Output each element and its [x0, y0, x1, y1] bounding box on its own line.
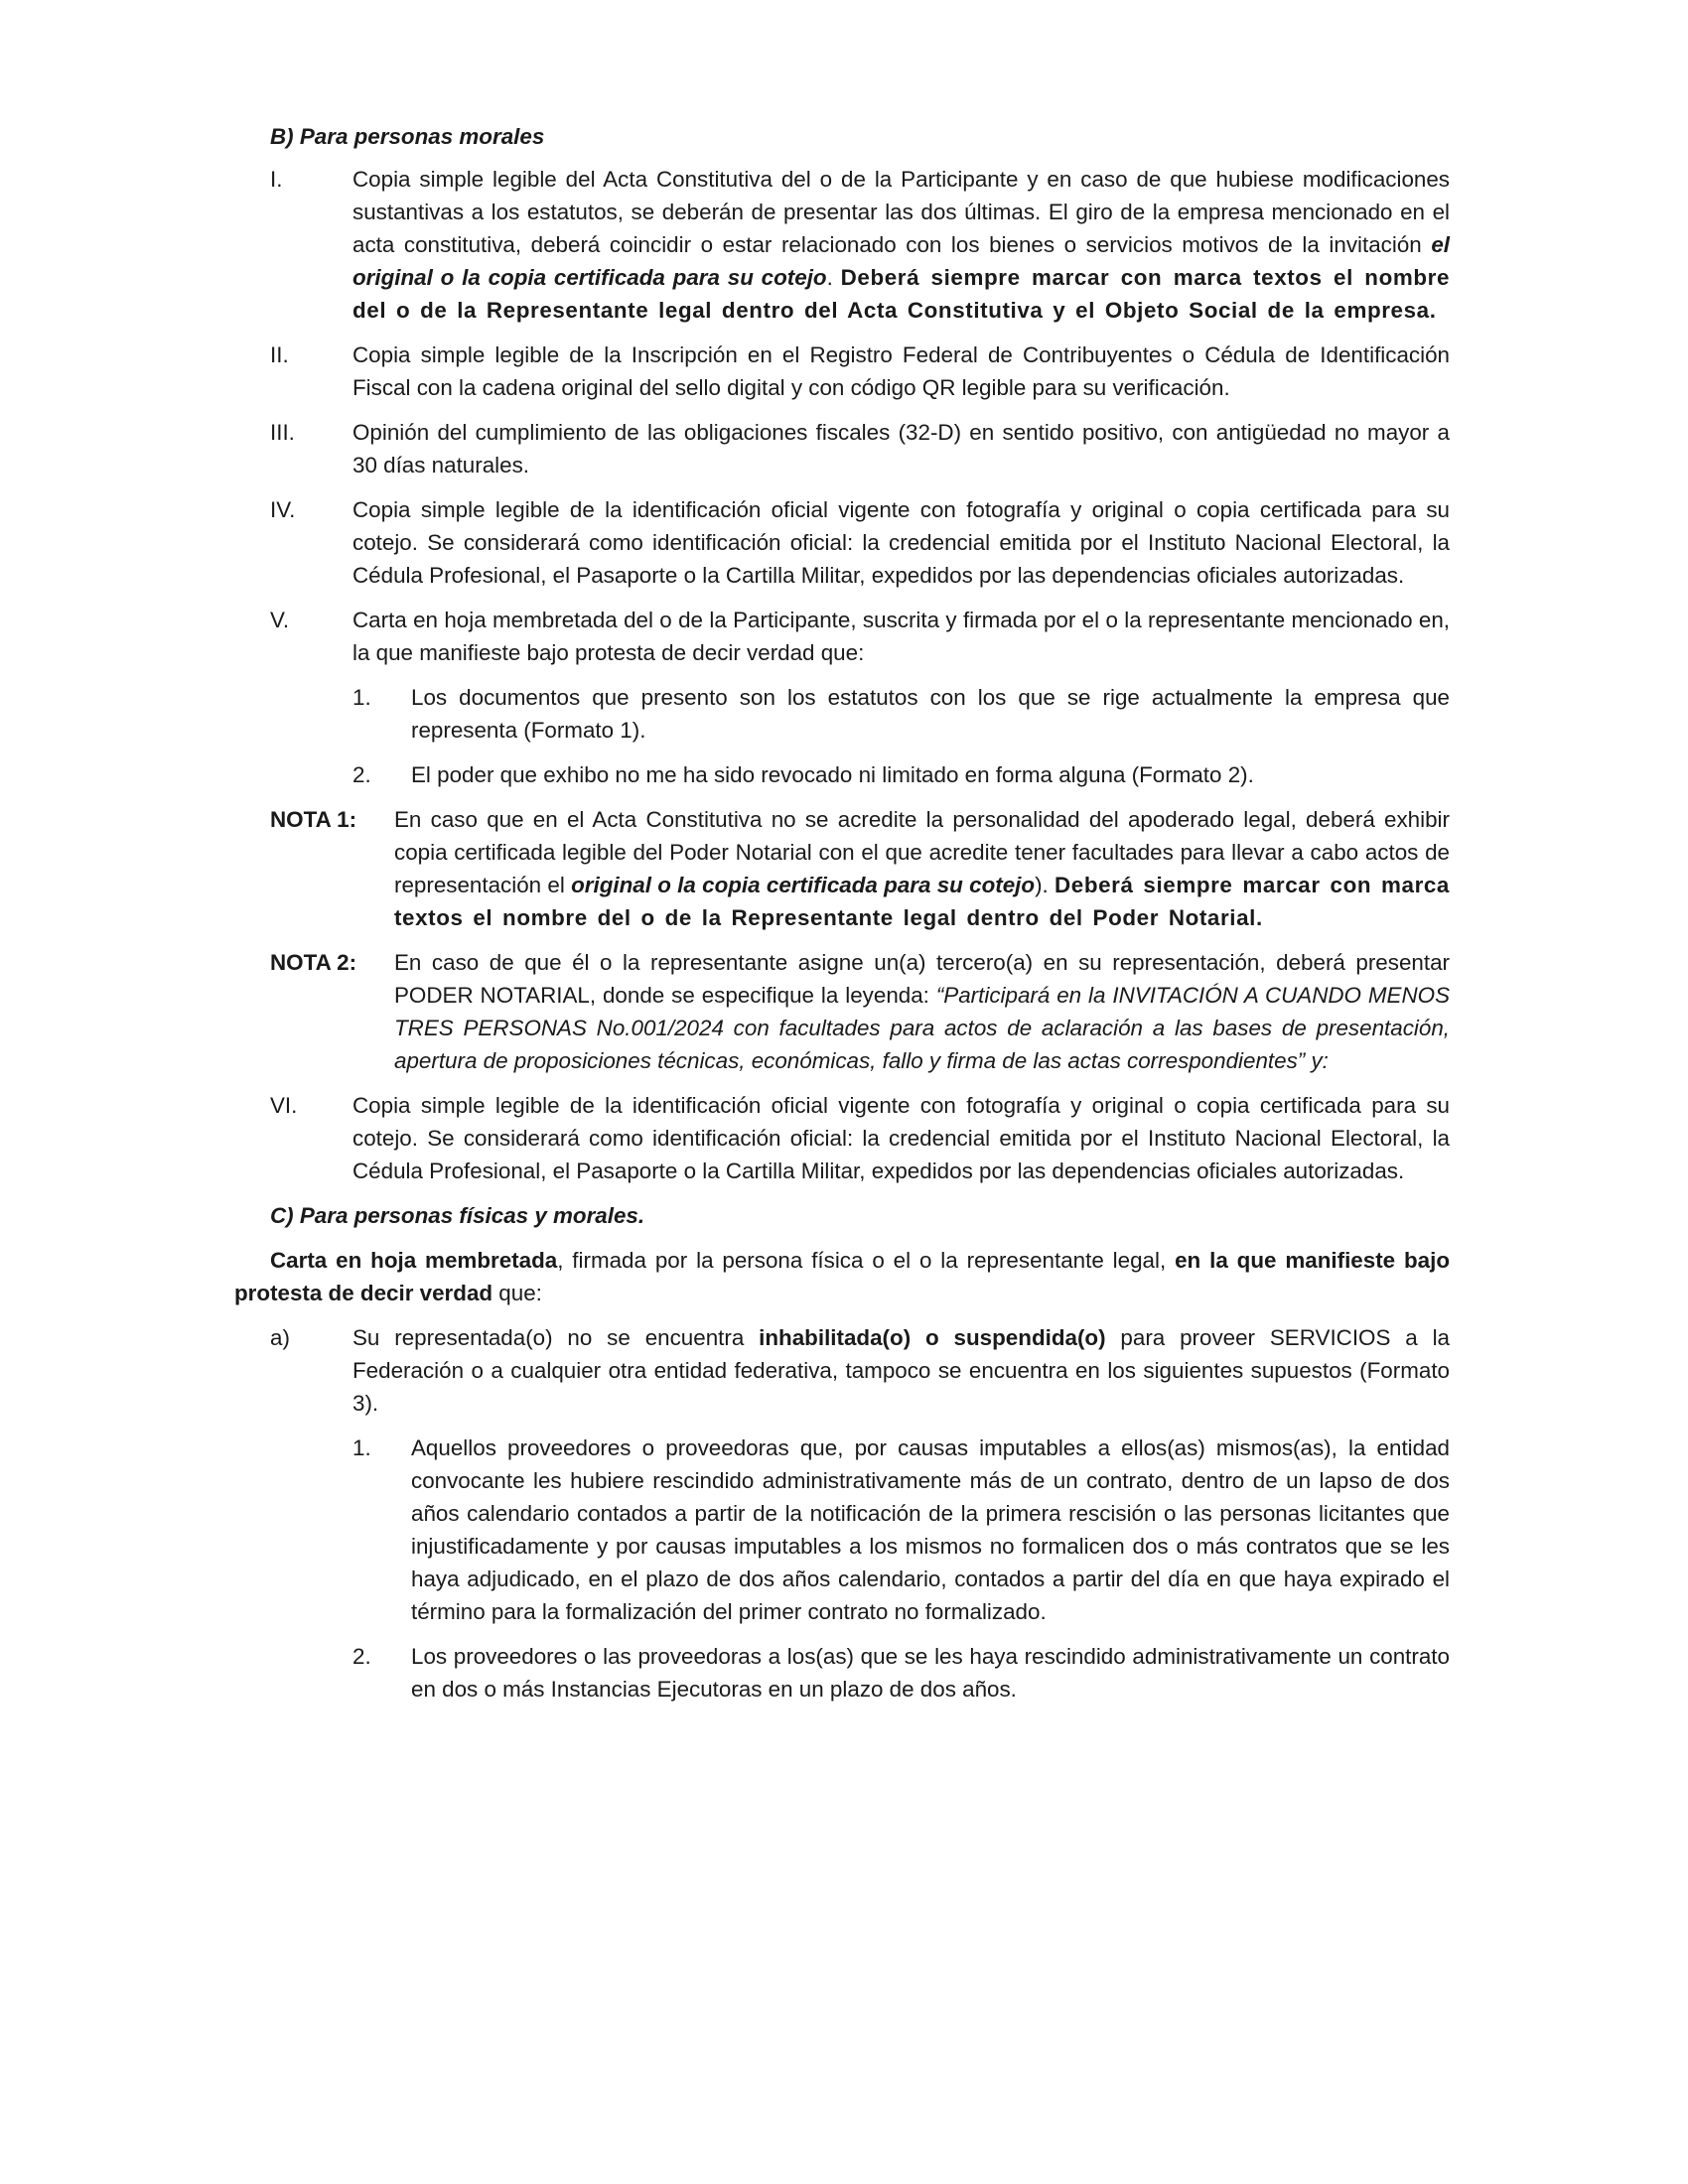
- sub-item-number: 1.: [352, 685, 371, 710]
- nota-emphasis: original o la copia certificada para su cotejo: [571, 873, 1036, 897]
- list-item-vi: [270, 1089, 1450, 1187]
- sub-item-number: 2.: [352, 762, 371, 787]
- nota-text: En caso de que él o la representante asigne un(a) tercero(a) en su representación, deberá presentar PODER NOTARIAL, donde se especifique la leyenda:: [394, 950, 1450, 1008]
- lead-bold: en la que manifieste bajo protesta de decir verdad: [234, 1248, 1451, 1305]
- item-bold: inhabilitada(o) o suspendida(o): [759, 1325, 1106, 1350]
- sub-item-text: Los documentos que presento son los estatutos con los que se rige actualmente la empresa que representa (Formato 1).: [411, 685, 1450, 743]
- item-text: Copia simple legible de la Inscripción en el Registro Federal de Contribuyentes o Cédula de Identificación Fiscal con la cadena original del sello digital y con código QR legible para su verificación.: [352, 342, 1450, 400]
- item-text: Su representada(o) no se encuentra: [352, 1325, 760, 1350]
- nota-label: NOTA 1:: [270, 807, 357, 832]
- list-item-iv: [270, 493, 1450, 592]
- item-number: III.: [270, 420, 295, 445]
- item-text: Copia simple legible del Acta Constitutiva del o de la Participante y en caso de que hubiese modificaciones sustantivas a los estatutos, se deberán de presentar las dos últimas. El giro de la empresa mencionado en el acta constitutiva, deberá coincidir o estar relacionado con los bienes o servicios motivos de la invitación: [352, 167, 1450, 257]
- list-item-i: [270, 163, 1450, 327]
- item-number: a): [270, 1325, 290, 1350]
- sub-item-text: Aquellos proveedores o proveedoras que, por causas imputables a ellos(as) mismos(as), la entidad convocante les hubiere rescindido administrativamente más de un contrato, dentro de un lapso de dos años calendario contados a partir de la notificación de la primera rescisión o las personas licitantes que injustificadamente y por causas imputables a los mismos no formalicen dos o más contratos que se les haya adjudicado, en el plazo de dos años calendario, contados a partir del día en que haya expirado el término para la formalización del primer contrato no formalizado.: [411, 1435, 1450, 1624]
- lead-bold: Carta en hoja membretada: [270, 1248, 558, 1273]
- item-number: IV.: [270, 497, 296, 522]
- item-number: V.: [270, 608, 290, 632]
- sub-item-text: El poder que exhibo no me ha sido revocado ni limitado en forma alguna (Formato 2).: [411, 762, 1254, 787]
- nota-text: En caso que en el Acta Constitutiva no se acredite la personalidad del apoderado legal, deberá exhibir copia certificada legible del Poder Notarial con el que acredite tener facultades para llevar a cabo actos de representación el: [394, 807, 1450, 897]
- list-item-ii: [270, 339, 1450, 404]
- sub-item-number: 1.: [352, 1435, 371, 1460]
- nota-label: NOTA 2:: [270, 950, 357, 975]
- sub-item-1: [270, 1432, 1450, 1628]
- list-item-v: [270, 604, 1450, 669]
- item-number: VI.: [270, 1093, 298, 1118]
- item-number: I.: [270, 167, 283, 192]
- section-b-heading: B) Para personas morales: [270, 124, 545, 149]
- item-text: Copia simple legible de la identificación oficial vigente con fotografía y original o copia certificada para su cotejo. Se considerará como identificación oficial: la credencial emitida por el Instituto Nacional Electoral, la Cédula Profesional, el Pasaporte o la Cartilla Militar, expedidos por las dependencias oficiales autorizadas.: [352, 1093, 1450, 1183]
- nota-2: [270, 946, 1450, 1077]
- item-text: Copia simple legible de la identificación oficial vigente con fotografía y original o copia certificada para su cotejo. Se considerará como identificación oficial: la credencial emitida por el Instituto Nacional Electoral, la Cédula Profesional, el Pasaporte o la Cartilla Militar, expedidos por las dependencias oficiales autorizadas.: [352, 497, 1450, 588]
- sub-item-1: [270, 681, 1450, 747]
- nota-1: [270, 803, 1450, 934]
- nota-text: ).: [1035, 873, 1055, 897]
- item-text: Opinión del cumplimiento de las obligaciones fiscales (32-D) en sentido positivo, con antigüedad no mayor a 30 días naturales.: [352, 420, 1450, 478]
- sub-item-text: Los proveedores o las proveedoras a los(as) que se les haya rescindido administrativamente un contrato en dos o más Instancias Ejecutoras en un plazo de dos años.: [411, 1644, 1450, 1702]
- item-number: II.: [270, 342, 289, 367]
- sub-item-number: 2.: [352, 1644, 371, 1669]
- nota-bold-note: Deberá siempre marcar con marca textos el nombre del o de la Representante legal dentro del Poder Notarial.: [394, 873, 1450, 930]
- page-content: [234, 120, 1451, 1706]
- lead-text: , firmada por la persona física o el o la representante legal,: [557, 1248, 1176, 1273]
- list-item-iii: [270, 416, 1450, 481]
- section-c-heading: C) Para personas físicas y morales.: [270, 1203, 645, 1228]
- list-item-a: [270, 1321, 1450, 1420]
- sub-item-2: [270, 758, 1450, 791]
- item-text: .: [826, 265, 841, 290]
- item-text: para proveer SERVICIOS a la Federación o a cualquier otra entidad federativa, tampoco se encuentra en los siguientes supuestos (Formato 3).: [352, 1325, 1451, 1416]
- section-c-lead: [234, 1244, 1450, 1309]
- item-bold-note: Deberá siempre marcar con marca textos el nombre del o de la Representante legal dentro del Acta Constitutiva y el Objeto Social de la empresa.: [352, 265, 1450, 323]
- nota-quote: “Participará en la INVITACIÓN A CUANDO MENOS TRES PERSONAS No.001/2024 con facultades para actos de aclaración a las bases de presentación, apertura de proposiciones técnicas, económicas, fallo y firma de las actas correspondientes” y:: [394, 983, 1450, 1073]
- lead-text: que:: [492, 1281, 542, 1305]
- sub-item-2: [270, 1640, 1450, 1706]
- item-emphasis: el original o la copia certificada para su cotejo: [352, 232, 1450, 290]
- item-text: Carta en hoja membretada del o de la Participante, suscrita y firmada por el o la representante mencionado en, la que manifieste bajo protesta de decir verdad que:: [352, 608, 1450, 665]
